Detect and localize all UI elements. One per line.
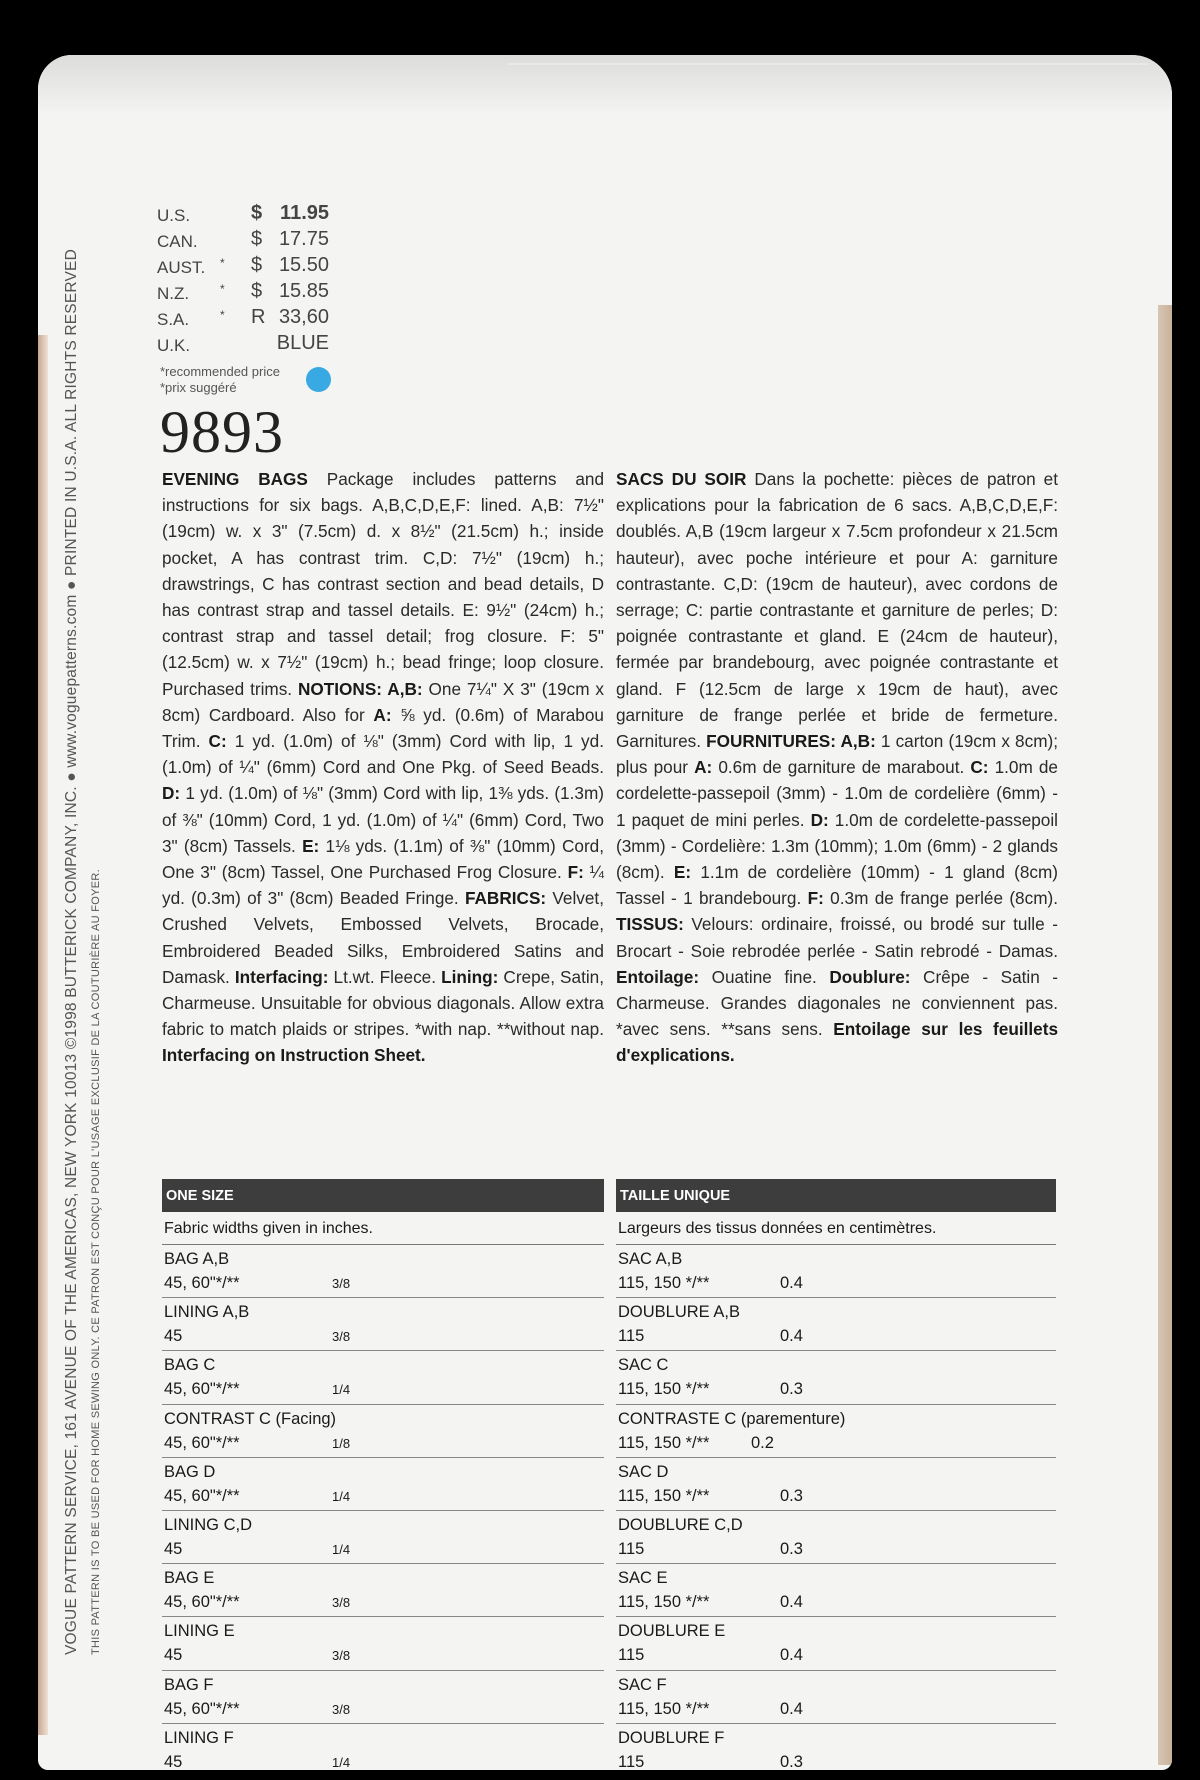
row-name: CONTRASTE C (parementure): [618, 1409, 846, 1428]
french-text: Dans la pochette: pièces de patron et explications pour la fabrication de 6 sacs. A,B,C,D,E,F: doublés. A,B (19cm largeur x 7.5cm profondeur x 21.5cm hauteur), avec poche intérieure et pour A: garniture contrastante. C,D: (19cm de hauteur), avec cordons de serrage; C: partie contrastante et garniture de perles; D: poignée contrastante et gland. E (24cm de hauteur), fermée par brandebourg, avec poignée contrastante et gland. F (12.5cm de large x 19cm de haut), avec garniture de frange perlée et bride de fermeture. Garnitures.: [616, 469, 1058, 752]
table-header: TAILLE UNIQUE: [616, 1179, 1056, 1212]
row-width: 115, 150 */**: [618, 1380, 710, 1399]
price-row: [157, 254, 337, 280]
french-text: 0.3m de frange perlée (8cm).: [830, 888, 1059, 909]
row-yardage: 3/8: [332, 1701, 351, 1717]
table-row: [162, 1617, 604, 1670]
table-subheader: Fabric widths given in inches.: [162, 1212, 604, 1245]
fournitures-label: FOURNITURES: A,B:: [706, 731, 876, 752]
row-width: 45, 60"*/**: [164, 1433, 240, 1452]
english-text: Velvet, Crushed Velvets, Embossed Velvets, Brocade, Embroidered Beaded Silks, Embroidered Satins and Damask.: [162, 888, 604, 987]
price-amount: 17.75: [278, 228, 329, 250]
row-name: LINING E: [164, 1622, 235, 1641]
table-row: [162, 1724, 604, 1776]
price-country: U.K.: [157, 336, 191, 355]
table-row: [616, 1617, 1056, 1670]
pattern-number: 9893: [160, 399, 284, 465]
french-text: 1.0m de cordelette-passepoil (3mm) - 1.0m de cordelière (6mm) - 1 paquet de mini perles.: [616, 757, 1058, 830]
entoilage-label: Entoilage:: [616, 966, 700, 987]
row-name: BAG E: [164, 1569, 215, 1588]
table-row: [616, 1724, 1056, 1776]
french-text: Velours: ordinaire, froissé, ou brodé sur tulle - Brocart - Soie rebrodée perlée - Satin rebrodé - Damas.: [616, 914, 1058, 961]
fourniture-view-label: D:: [810, 809, 829, 830]
english-text: Crepe, Satin, Charmeuse. Unsuitable for obvious diagonals. Allow extra fabric to match plaids or stripes. *with nap. **without nap.: [162, 966, 605, 1040]
row-yardage: 3/8: [332, 1329, 351, 1345]
row-name: BAG C: [164, 1356, 216, 1375]
interfacing-note: Interfacing on Instruction Sheet.: [162, 1045, 426, 1066]
row-width: 45: [164, 1327, 183, 1346]
row-metres: 0.3: [780, 1539, 803, 1558]
table-header: ONE SIZE: [162, 1179, 604, 1212]
row-width: 115: [618, 1539, 645, 1558]
notion-view-label: D:: [162, 783, 181, 804]
row-width: 45, 60"*/**: [164, 1486, 240, 1505]
yardage-table-french: [616, 1179, 1056, 1776]
row-name: DOUBLURE A,B: [618, 1303, 740, 1322]
row-yardage: 1/4: [332, 1488, 351, 1504]
table-row: [616, 1405, 1056, 1458]
spine-home-sewing-notice: THIS PATTERN IS TO BE USED FOR HOME SEWING ONLY. CE PATRON EST CONÇU POUR L'USAGE EXCLUSIF DE LA COUTURIÈRE AU FOYER.: [90, 869, 102, 1655]
notion-view-label: F:: [567, 862, 584, 883]
row-width: 115, 150 */**: [618, 1433, 710, 1452]
row-metres: 0.4: [780, 1327, 803, 1346]
row-width: 115, 150 */**: [618, 1274, 710, 1292]
table-row: [162, 1298, 604, 1351]
price-row: [157, 280, 337, 306]
english-text: 1 yd. (1.0m) of ⅛" (3mm) Cord with lip, 1⅜ yds. (1.3m) of ⅜" (10mm) Cord, 1 yd. (1.0m) of ¼" (6mm) Cord, Two 3" (8cm) Tassels.: [162, 783, 604, 856]
row-yardage: 1/4: [332, 1382, 351, 1398]
spine-publisher-text: VOGUE PATTERN SERVICE, 161 AVENUE OF THE AMERICAS, NEW YORK 10013 ©1998 BUTTERICK COMPANY, INC. ● www.voguepatterns.com ● PRINTED IN U.S.A. ALL RIGHTS RESERVED: [63, 249, 80, 1655]
row-width: 115: [618, 1327, 645, 1346]
fourniture-view-label: E:: [673, 862, 692, 883]
row-metres: 0.4: [780, 1699, 803, 1718]
row-name: DOUBLURE F: [618, 1728, 725, 1747]
fourniture-view-label: C:: [970, 757, 989, 778]
price-country: N.Z.: [157, 284, 190, 303]
row-name: SAC E: [618, 1569, 668, 1588]
row-name: LINING F: [164, 1728, 234, 1747]
table-row: [616, 1511, 1056, 1564]
english-text: 1 yd. (1.0m) of ⅛" (3mm) Cord with lip, 1 yd. (1.0m) of ¼" (6mm) Cord and One Pkg. of Seed Beads.: [162, 731, 604, 778]
price-currency: $: [251, 228, 263, 250]
english-text: ¼ yd. (0.3m) of 3" (8cm) Beaded Fringe.: [162, 862, 604, 909]
row-yardage: 3/8: [332, 1276, 351, 1291]
row-width: 45: [164, 1752, 183, 1771]
price-country: S.A.: [157, 310, 190, 329]
envelope-crease: [508, 63, 1148, 105]
interfacing-label: Interfacing:: [234, 966, 329, 987]
prix-suggere-note: *prix suggéré: [160, 380, 237, 395]
table-row: [616, 1351, 1056, 1404]
fabrics-label: FABRICS:: [464, 888, 547, 909]
price-amount: 33,60: [278, 306, 329, 328]
price-amount: 15.50: [278, 254, 329, 276]
english-text: One 7¼" X 3" (19cm x 8cm) Cardboard. Also for: [162, 678, 605, 725]
english-text: ⅝ yd. (0.6m) of Marabou Trim.: [162, 704, 604, 752]
tissus-label: TISSUS:: [616, 914, 684, 935]
english-text: 1⅛ yds. (1.1m) of ⅜" (10mm) Cord, One 3" (8cm) Tassel, One Purchased Frog Closure.: [162, 835, 605, 883]
row-name: BAG A,B: [164, 1250, 230, 1268]
row-yardage: 1/8: [332, 1435, 351, 1451]
fourniture-view-label: F:: [807, 888, 824, 909]
row-metres: 0.2: [751, 1433, 774, 1452]
row-metres: 0.4: [780, 1593, 803, 1612]
row-yardage: 3/8: [332, 1595, 351, 1611]
row-name: SAC D: [618, 1462, 669, 1481]
table-row: [616, 1564, 1056, 1617]
notion-view-label: A:: [373, 704, 392, 725]
row-yardage: 1/4: [332, 1541, 351, 1557]
row-name: SAC F: [618, 1675, 667, 1694]
row-width: 115: [618, 1646, 645, 1665]
yardage-table-english: [162, 1179, 604, 1776]
english-description: [162, 466, 604, 1069]
row-name: SAC C: [618, 1356, 669, 1375]
row-metres: 0.3: [780, 1486, 803, 1505]
row-width: 115, 150 */**: [618, 1699, 710, 1718]
row-name: DOUBLURE C,D: [618, 1515, 743, 1534]
notion-view-label: C:: [208, 731, 227, 752]
french-text: 0.6m de garniture de marabout.: [718, 757, 965, 778]
row-name: LINING A,B: [164, 1303, 250, 1322]
row-name: LINING C,D: [164, 1515, 253, 1534]
row-name: SAC A,B: [618, 1250, 683, 1268]
price-star: *: [220, 308, 225, 322]
entoilage-note: Entoilage sur les feuillets d'explications.: [616, 1019, 1059, 1066]
row-width: 115, 150 */**: [618, 1486, 710, 1505]
price-currency: $: [251, 254, 263, 276]
french-title: SACS DU SOIR: [616, 469, 747, 489]
price-list: [157, 202, 337, 358]
row-metres: 0.4: [780, 1274, 803, 1292]
lining-label: Lining:: [441, 966, 499, 987]
french-text: Crêpe - Satin - Charmeuse. Grandes diagonales ne conviennent pas. *avec sens. **sans sens.: [616, 966, 1059, 1040]
fourniture-view-label: A:: [694, 757, 713, 778]
french-text: 1 carton (19cm x 8cm); plus pour: [616, 731, 1059, 778]
right-edge-stripe: [1158, 305, 1172, 1765]
table-row: [162, 1351, 604, 1404]
row-metres: 0.3: [780, 1752, 803, 1771]
row-width: 45, 60"*/**: [164, 1380, 240, 1399]
price-row: [157, 332, 337, 358]
row-width: 115: [618, 1752, 645, 1771]
table-row: [162, 1458, 604, 1511]
table-subheader: Largeurs des tissus données en centimètres.: [616, 1212, 1056, 1245]
row-name: DOUBLURE E: [618, 1622, 726, 1641]
french-text: 1.0m de cordelette-passepoil (3mm) - Cordelière: 1.3m (10mm); 1.0m (6mm) - 2 glands (8cm).: [616, 809, 1059, 883]
row-width: 45: [164, 1539, 183, 1558]
row-name: BAG F: [164, 1675, 214, 1694]
blue-price-dot: [306, 367, 331, 392]
table-row: [162, 1511, 604, 1564]
price-country: U.S.: [157, 206, 191, 225]
table-row: [616, 1671, 1056, 1724]
price-star: *: [220, 256, 225, 270]
price-country: CAN.: [157, 232, 198, 251]
price-currency: R: [251, 306, 266, 328]
price-row: [157, 228, 337, 254]
french-text: 1.1m de cordelière (10mm) - 1 gland (8cm) Tassel - 1 brandebourg.: [616, 862, 1059, 909]
table-row: [162, 1564, 604, 1617]
notion-view-label: E:: [302, 835, 320, 856]
english-text: Lt.wt. Fleece.: [333, 966, 437, 987]
price-row: [157, 306, 337, 332]
price-amount: 11.95: [280, 202, 329, 224]
row-yardage: 3/8: [332, 1648, 351, 1664]
row-width: 115, 150 */**: [618, 1593, 710, 1612]
price-currency: $: [251, 202, 263, 224]
table-row: [616, 1458, 1056, 1511]
row-width: 45, 60"*/**: [164, 1699, 240, 1718]
english-text: Package includes patterns and instructions for six bags. A,B,C,D,E,F: lined. A,B: 7½" (19cm) w. x 3" (7.5cm) d. x 8½" (21.5cm) h.; inside pocket, A has contrast trim. C,D: 7½" (19cm) h.; drawstrings, C has contrast section and bead details, D has contrast strap and tassel details. E: 9½" (24cm) h.; contrast strap and tassel detail; frog closure. F: 5" (12.5cm) w. x 7½" (19cm) h.; bead fringe; loop closure. Purchased trims.: [162, 469, 605, 699]
row-name: CONTRAST C (Facing): [164, 1409, 337, 1428]
french-text: Ouatine fine.: [711, 966, 817, 987]
row-width: 45, 60"*/**: [164, 1274, 240, 1292]
price-amount: BLUE: [276, 332, 329, 354]
left-edge-stripe: [38, 335, 48, 1735]
row-metres: 0.3: [780, 1380, 803, 1399]
row-metres: 0.4: [780, 1646, 803, 1665]
row-yardage: 1/4: [332, 1754, 351, 1770]
price-row: [157, 202, 337, 228]
notions-label: NOTIONS: A,B:: [298, 678, 423, 699]
row-name: BAG D: [164, 1462, 216, 1481]
row-width: 45: [164, 1646, 183, 1665]
english-title: EVENING BAGS: [162, 469, 308, 489]
french-description: [616, 466, 1058, 1069]
table-row: [162, 1245, 604, 1298]
price-country: AUST.: [157, 258, 206, 277]
price-currency: $: [251, 280, 263, 302]
price-star: *: [220, 282, 225, 296]
table-row: [616, 1245, 1056, 1298]
recommended-price-note: *recommended price: [160, 364, 280, 379]
price-amount: 15.85: [278, 280, 329, 302]
row-width: 45, 60"*/**: [164, 1593, 240, 1612]
price-notes: [160, 364, 280, 396]
table-row: [162, 1405, 604, 1458]
table-row: [616, 1298, 1056, 1351]
table-row: [162, 1671, 604, 1724]
doublure-label: Doublure:: [829, 966, 911, 987]
